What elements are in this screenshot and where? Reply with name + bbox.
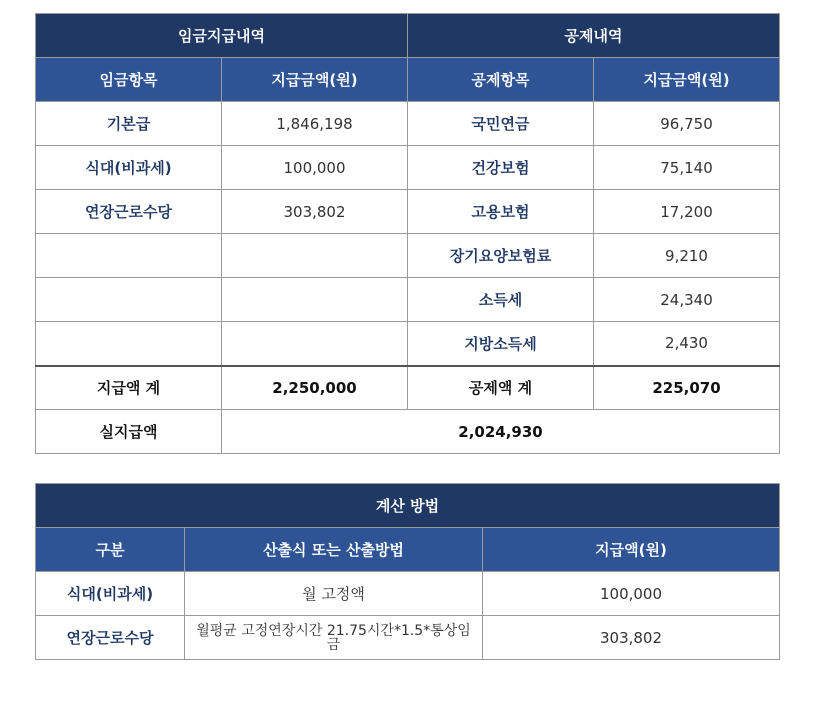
amount-cell: 100,000	[483, 572, 780, 616]
section-header-deduction: 공제내역	[408, 14, 780, 58]
table-row	[36, 572, 780, 616]
pay-item-cell	[36, 278, 222, 322]
deduct-item-cell: 지방소득세	[408, 322, 594, 366]
pay-item-cell: 식대(비과세)	[36, 146, 222, 190]
pay-item-cell: 기본급	[36, 102, 222, 146]
table-row	[36, 102, 780, 146]
pay-amount-cell: 100,000	[222, 146, 408, 190]
table-row	[36, 234, 780, 278]
total-deduct-label: 공제액 계	[408, 366, 594, 410]
deduct-amount-cell: 17,200	[594, 190, 780, 234]
pay-item-cell	[36, 322, 222, 366]
deduct-amount-cell: 96,750	[594, 102, 780, 146]
totals-row	[36, 366, 780, 410]
col-header-deduct-item: 공제항목	[408, 58, 594, 102]
col-header-amount: 지급액(원)	[483, 528, 780, 572]
deduct-item-cell: 소득세	[408, 278, 594, 322]
pay-item-cell: 연장근로수당	[36, 190, 222, 234]
category-cell: 연장근로수당	[36, 616, 185, 660]
section-header-pay: 임금지급내역	[36, 14, 408, 58]
pay-amount-cell	[222, 234, 408, 278]
col-header-formula: 산출식 또는 산출방법	[185, 528, 483, 572]
amount-cell: 303,802	[483, 616, 780, 660]
pay-amount-cell	[222, 322, 408, 366]
category-cell: 식대(비과세)	[36, 572, 185, 616]
deduct-item-cell: 건강보험	[408, 146, 594, 190]
net-pay-label: 실지급액	[36, 410, 222, 454]
deduct-amount-cell: 75,140	[594, 146, 780, 190]
deduct-amount-cell: 24,340	[594, 278, 780, 322]
col-header-pay-amount: 지급금액(원)	[222, 58, 408, 102]
col-header-pay-item: 임금항목	[36, 58, 222, 102]
table-row	[36, 322, 780, 366]
total-pay-value: 2,250,000	[222, 366, 408, 410]
col-header-category: 구분	[36, 528, 185, 572]
pay-amount-cell	[222, 278, 408, 322]
deduct-amount-cell: 9,210	[594, 234, 780, 278]
pay-item-cell	[36, 234, 222, 278]
pay-amount-cell: 303,802	[222, 190, 408, 234]
formula-cell: 월평균 고정연장시간 21.75시간*1.5*통상임금	[185, 616, 483, 660]
formula-cell: 월 고정액	[185, 572, 483, 616]
table-row	[36, 278, 780, 322]
net-pay-value: 2,024,930	[222, 410, 780, 454]
total-pay-label: 지급액 계	[36, 366, 222, 410]
table-row	[36, 190, 780, 234]
total-deduct-value: 225,070	[594, 366, 780, 410]
table-row	[36, 616, 780, 660]
calculation-method-table	[35, 483, 780, 660]
calc-title: 계산 방법	[36, 484, 780, 528]
table-row	[36, 146, 780, 190]
net-pay-row	[36, 410, 780, 454]
col-header-deduct-amount: 지급금액(원)	[594, 58, 780, 102]
deduct-item-cell: 국민연금	[408, 102, 594, 146]
deduct-item-cell: 장기요양보험료	[408, 234, 594, 278]
deduct-amount-cell: 2,430	[594, 322, 780, 366]
pay-amount-cell: 1,846,198	[222, 102, 408, 146]
pay-deduction-table	[35, 13, 780, 454]
deduct-item-cell: 고용보험	[408, 190, 594, 234]
